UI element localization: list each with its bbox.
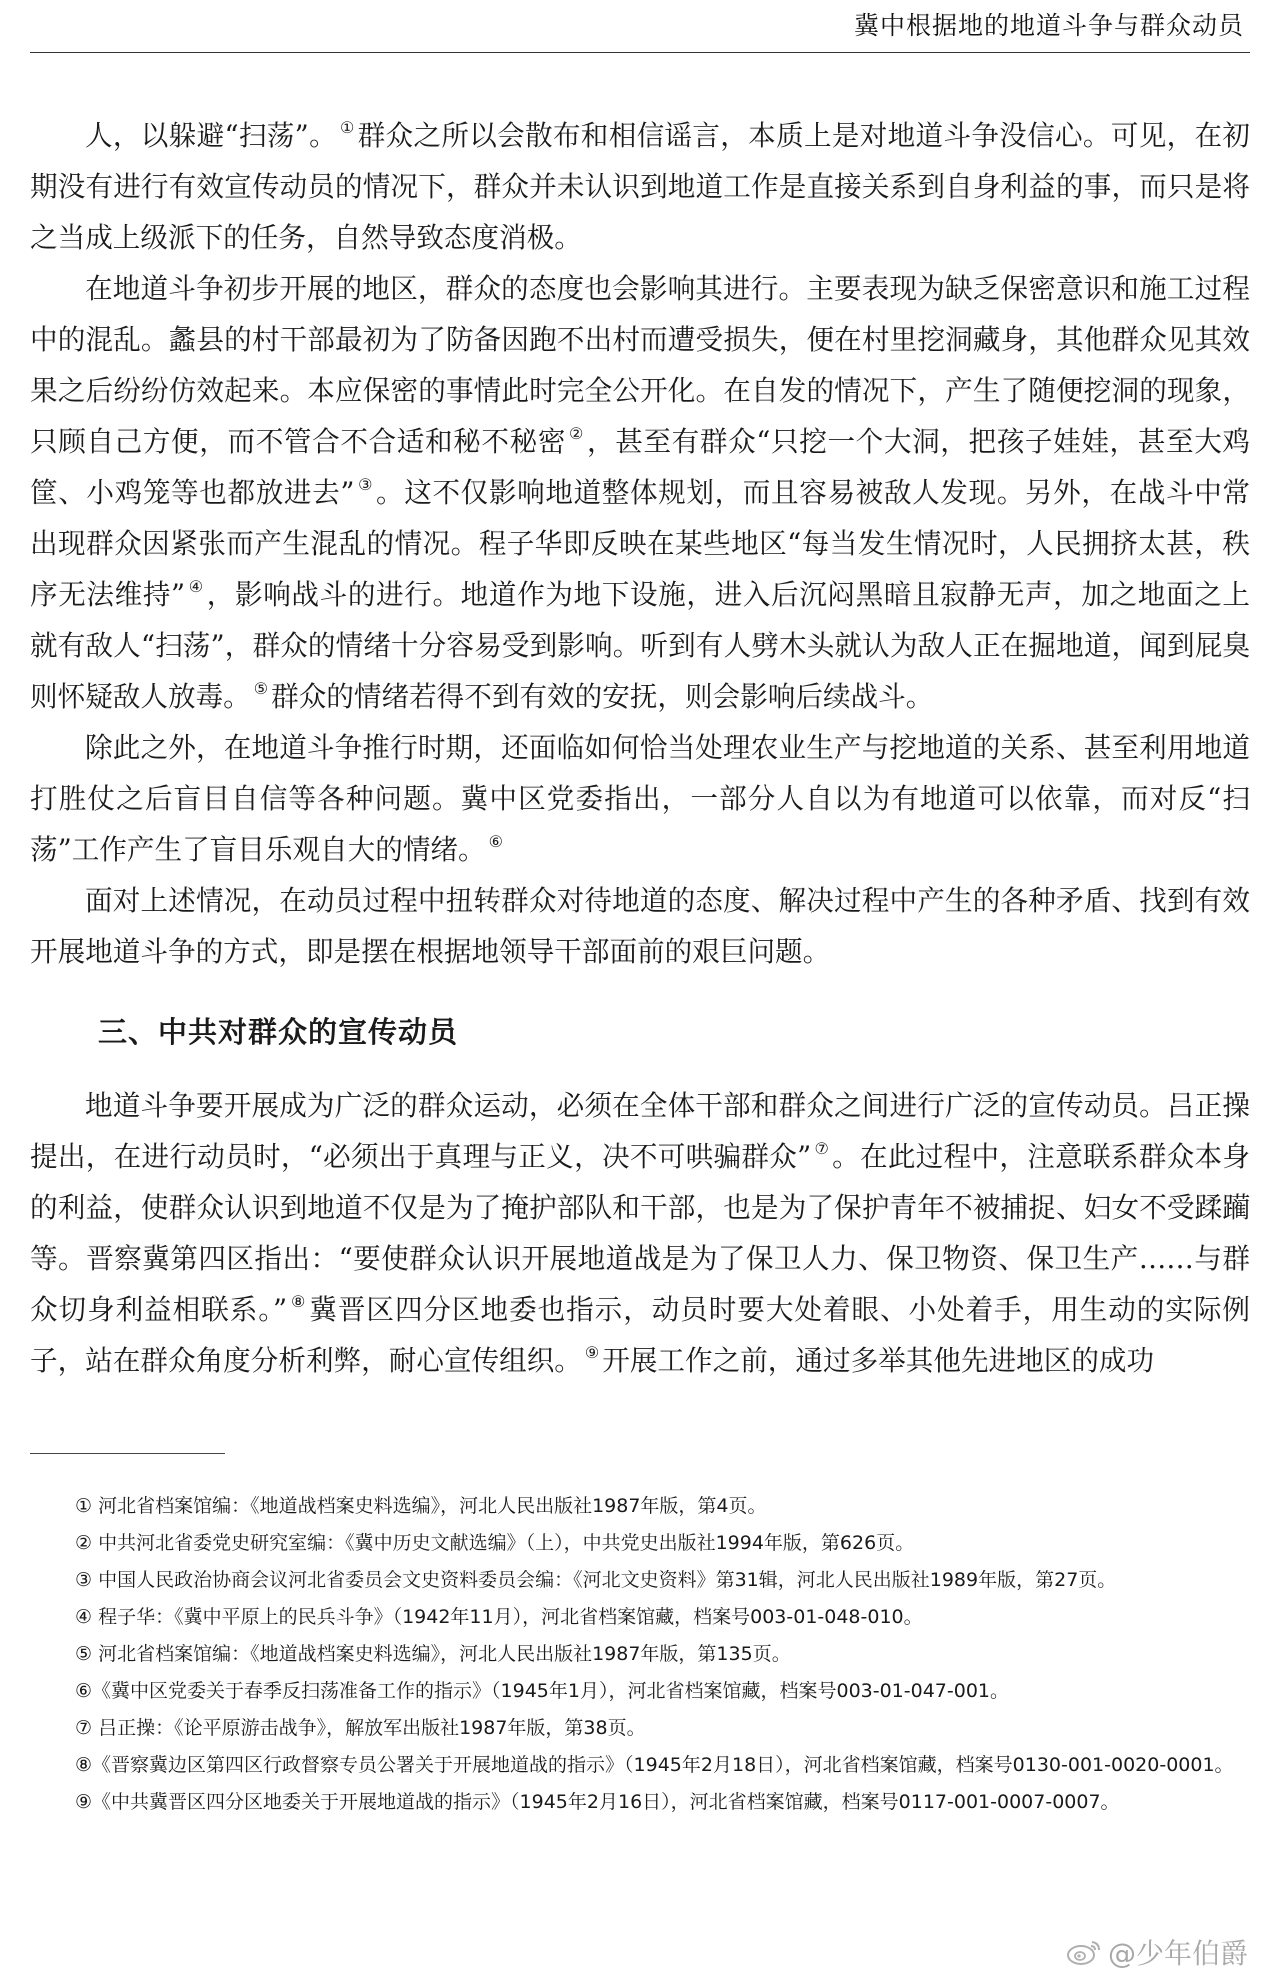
footnote-marker: ① [339, 118, 355, 137]
footnote-marker: ⑦ [814, 1139, 830, 1158]
footnote-marker: ② [569, 424, 585, 443]
text-run: 群众的情绪若得不到有效的安抚，则会影响后续战斗。 [271, 680, 934, 713]
text-run: 人，以躲避“扫荡”。 [85, 119, 337, 152]
footnotes [30, 1488, 1250, 1821]
text-run: ，甚至有群众“只挖一个大洞，把孩子娃娃，甚至大鸡筐、小鸡笼等也都放进去” [30, 425, 1251, 509]
paragraph [30, 875, 1250, 977]
text-run: 面对上述情况，在动员过程中扭转群众对待地道的态度、解决过程中产生的各种矛盾、找到有效开展地道斗争的方式，即是摆在根据地领导干部面前的艰巨问题。 [30, 884, 1250, 968]
footnote-item: ⑥《冀中区党委关于春季反扫荡准备工作的指示》（1945年1月），河北省档案馆藏，档案号003-01-047-001。 [75, 1680, 1010, 1702]
text-run: 。在此过程中，注意联系群众本身的利益，使群众认识到地道不仅是为了掩护部队和干部，也是为了保护青年不被捕捉、妇女不受蹂躏等。晋察冀第四区指出：“要使群众认识开展地道战是为了保卫人力、保卫物资、保卫生产……与群众切身利益相联系。” [30, 1140, 1251, 1326]
watermark [1066, 1932, 1248, 1972]
paragraph [30, 722, 1250, 875]
header-rule [30, 52, 1250, 53]
text-run: 群众之所以会散布和相信谣言，本质上是对地道斗争没信心。可见，在初期没有进行有效宣传动员的情况下，群众并未认识到地道工作是直接关系到自身利益的事，而只是将之当成上级派下的任务，自然导致态度消极。 [30, 119, 1250, 254]
footnote-item: ① 河北省档案馆编：《地道战档案史料选编》，河北人民出版社1987年版，第4页。 [75, 1495, 767, 1517]
footnote-marker: ③ [357, 475, 374, 494]
footnote-item: ③ 中国人民政治协商会议河北省委员会文史资料委员会编：《河北文史资料》第31辑，河北人民出版社1989年版，第27页。 [75, 1569, 1117, 1591]
paragraph [30, 110, 1250, 263]
footnote-item: ⑦ 吕正操：《论平原游击战争》，解放军出版社1987年版，第38页。 [75, 1717, 646, 1739]
paragraph [30, 1080, 1250, 1386]
text-run: 。这不仅影响地道整体规划，而且容易被敌人发现。另外，在战斗中常出现群众因紧张而产生混乱的情况。程子华即反映在某些地区“每当发生情况时，人民拥挤太甚，秩序无法维持” [30, 476, 1251, 611]
text-run: 冀晋区四分区地委也指示，动员时要大处着眼、小处着手，用生动的实际例子，站在群众角度分析利弊，耐心宣传组织。 [30, 1293, 1250, 1377]
text-run: 在地道斗争初步开展的地区，群众的态度也会影响其进行。主要表现为缺乏保密意识和施工过程中的混乱。蠡县的村干部最初为了防备因跑不出村而遭受损失，便在村里挖洞藏身，其他群众见其效果之后纷纷仿效起来。本应保密的事情此时完全公开化。在自发的情况下，产生了随便挖洞的现象，只顾自己方便，而不管合不合适和秘不秘密 [30, 272, 1250, 458]
text-run: 除此之外，在地道斗争推行时期，还面临如何恰当处理农业生产与挖地道的关系、甚至利用地道打胜仗之后盲目自信等各种问题。冀中区党委指出，一部分人自以为有地道可以依靠，而对反“扫荡”工作产生了盲目乐观自大的情绪。 [30, 731, 1250, 866]
footnote-marker: ⑤ [253, 679, 269, 698]
text-run: ，影响战斗的进行。地道作为地下设施，进入后沉闷黑暗且寂静无声，加之地面之上就有敌人“扫荡”，群众的情绪十分容易受到影响。听到有人劈木头就认为敌人正在掘地道，闻到屁臭则怀疑敌人放毒。 [30, 578, 1251, 713]
body-text-top [30, 110, 1250, 977]
running-header-title: 冀中根据地的地道斗争与群众动员 [853, 11, 1244, 40]
footnote-rule [30, 1453, 225, 1454]
footnote-item: ④ 程子华：《冀中平原上的民兵斗争》（1942年11月），河北省档案馆藏，档案号003-01-048-010。 [75, 1606, 923, 1628]
section-heading: 三、中共对群众的宣传动员 [98, 1015, 459, 1049]
footnote-item: ⑤ 河北省档案馆编：《地道战档案史料选编》，河北人民出版社1987年版，第135页。 [75, 1643, 791, 1665]
weibo-icon [1066, 1938, 1102, 1966]
footnote-item: ⑨《中共冀晋区四分区地委关于开展地道战的指示》（1945年2月16日），河北省档案馆藏，档案号0117-001-0007-0007。 [75, 1791, 1120, 1813]
paragraph [30, 263, 1250, 722]
footnote-marker: ⑨ [584, 1343, 600, 1362]
text-run: 开展工作之前，通过多举其他先进地区的成功 [602, 1344, 1155, 1377]
footnote-marker: ⑧ [290, 1292, 307, 1311]
footnote-marker: ④ [188, 577, 204, 596]
body-text-bottom [30, 1080, 1250, 1386]
text-run: 地道斗争要开展成为广泛的群众运动，必须在全体干部和群众之间进行广泛的宣传动员。吕正操提出，在进行动员时，“必须出于真理与正义，决不可哄骗群众” [30, 1089, 1250, 1173]
footnote-item: ② 中共河北省委党史研究室编：《冀中历史文献选编》（上），中共党史出版社1994年版，第626页。 [75, 1532, 915, 1554]
footnote-item: ⑧《晋察冀边区第四区行政督察专员公署关于开展地道战的指示》（1945年2月18日），河北省档案馆藏，档案号0130-001-0020-0001。 [75, 1754, 1234, 1776]
watermark-text: @少年伯爵 [1107, 1937, 1248, 1970]
footnote-marker: ⑥ [488, 832, 503, 851]
